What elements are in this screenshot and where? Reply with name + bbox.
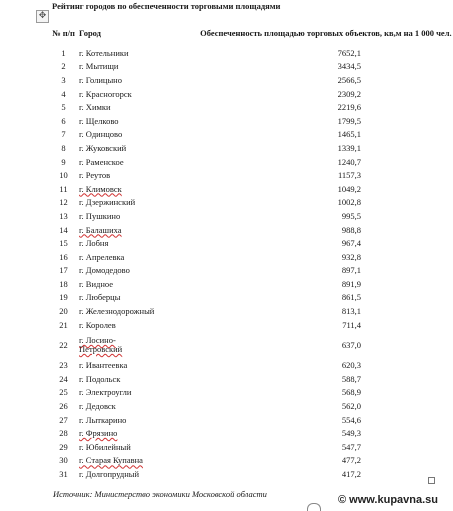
table-row (52, 426, 453, 440)
table-row (52, 331, 453, 358)
row-value: 2219,6 (337, 102, 361, 113)
row-city: г. Щелково (79, 115, 119, 126)
row-value: 7652,1 (337, 47, 361, 58)
table-row (52, 399, 453, 413)
row-city: г. Железнодорожный (79, 306, 155, 317)
ranking-table (52, 19, 453, 481)
row-city: г. Мытищи (79, 61, 119, 72)
table-row (52, 46, 453, 60)
row-value: 417,2 (341, 469, 361, 480)
table-row (52, 155, 453, 169)
source-note: Источник: Министерство экономики Московской области (53, 489, 267, 499)
row-city: г. Химки (79, 102, 111, 113)
row-value: 1049,2 (337, 183, 361, 194)
table-row (52, 277, 453, 291)
row-city: г. Королев (79, 319, 116, 330)
row-number: 13 (59, 210, 68, 221)
row-number: 21 (59, 319, 68, 330)
row-number: 22 (59, 339, 68, 350)
row-city: г. Видное (79, 278, 114, 289)
table-row (52, 87, 453, 101)
table-row (52, 168, 453, 182)
table-row (52, 372, 453, 386)
row-number: 20 (59, 306, 68, 317)
row-number: 8 (61, 142, 66, 153)
table-row (52, 264, 453, 278)
row-value: 2566,5 (337, 74, 361, 85)
row-value: 932,8 (341, 251, 361, 262)
row-number: 25 (59, 387, 68, 398)
table-row (52, 358, 453, 372)
table-row (52, 413, 453, 427)
row-value: 891,9 (341, 278, 361, 289)
row-value: 549,3 (341, 428, 361, 439)
table-row (52, 250, 453, 264)
row-value: 813,1 (341, 306, 361, 317)
row-city: г. Реутов (79, 170, 111, 181)
row-number: 5 (61, 102, 66, 113)
row-city: г. Красногорск (79, 88, 132, 99)
row-number: 15 (59, 238, 68, 249)
table-row (52, 304, 453, 318)
row-city: г. Одинцово (79, 129, 123, 140)
table-move-icon[interactable]: ✥ (36, 10, 49, 23)
row-city: г. Старая Купавна (79, 455, 143, 466)
table-row (52, 440, 453, 454)
row-city: г. Юбилейный (79, 441, 131, 452)
row-number: 3 (61, 74, 66, 85)
row-value: 861,5 (341, 292, 361, 303)
row-value: 1157,3 (337, 170, 361, 181)
row-value: 711,4 (342, 319, 361, 330)
row-value: 547,7 (341, 441, 361, 452)
table-row (52, 454, 453, 468)
row-city: г. Жуковский (79, 142, 127, 153)
row-number: 26 (59, 401, 68, 412)
row-number: 23 (59, 360, 68, 371)
row-value: 995,5 (341, 210, 361, 221)
checkbox-square-icon (428, 477, 435, 484)
row-city: г. Апрелевка (79, 251, 125, 262)
row-city: г. Пушкино (79, 210, 121, 221)
row-number: 6 (61, 115, 66, 126)
row-city: г. Климовск (79, 183, 122, 194)
table-row (52, 73, 453, 87)
watermark: © www.kupavna.su (338, 494, 438, 506)
table-row (52, 236, 453, 250)
row-city: г. Балашиха (79, 224, 122, 235)
table-row (52, 141, 453, 155)
table-row (52, 386, 453, 400)
table-row (52, 182, 453, 196)
row-value: 1465,1 (337, 129, 361, 140)
row-value: 562,0 (341, 401, 361, 412)
row-value: 477,2 (341, 455, 361, 466)
row-city: г. Дзержинский (79, 197, 136, 208)
row-city: г. Раменское (79, 156, 124, 167)
page-title: Рейтинг городов по обеспеченности торговыми площадями (52, 1, 281, 11)
row-value: 897,1 (341, 265, 361, 276)
row-value: 637,0 (341, 339, 361, 350)
table-row (52, 318, 453, 332)
row-value: 988,8 (341, 224, 361, 235)
row-value: 554,6 (341, 414, 361, 425)
row-city: г. Лобня (79, 238, 109, 249)
row-number: 29 (59, 441, 68, 452)
row-number: 27 (59, 414, 68, 425)
row-value: 620,3 (341, 360, 361, 371)
row-city: г. Долгопрудный (79, 469, 140, 480)
table-row (52, 100, 453, 114)
row-city: г. Котельники (79, 47, 129, 58)
row-number: 24 (59, 373, 68, 384)
row-city: г. Лосино-Петровский (79, 334, 123, 354)
table-row (52, 114, 453, 128)
row-number: 4 (61, 88, 66, 99)
row-value: 1240,7 (337, 156, 361, 167)
row-number: 1 (61, 47, 66, 58)
row-number: 17 (59, 265, 68, 276)
row-value: 2309,2 (337, 88, 361, 99)
row-number: 9 (61, 156, 66, 167)
row-number: 19 (59, 292, 68, 303)
row-number: 14 (59, 224, 68, 235)
row-city: г. Дедовск (79, 401, 116, 412)
row-city: г. Домодедово (79, 265, 130, 276)
header-num: № п/п (52, 27, 75, 38)
row-number: 7 (61, 129, 66, 140)
row-number: 18 (59, 278, 68, 289)
row-city: г. Люберцы (79, 292, 121, 303)
row-value: 1339,1 (337, 142, 361, 153)
row-city: г. Фрязино (79, 428, 118, 439)
row-number: 31 (59, 469, 68, 480)
row-city: г. Подольск (79, 373, 121, 384)
header-value: Обеспеченность площадью торговых объектов, кв,м на 1 000 чел. (200, 27, 452, 38)
header-city: Город (79, 27, 101, 38)
table-row (52, 291, 453, 305)
row-city: г. Голицыно (79, 74, 122, 85)
table-row (52, 196, 453, 210)
row-city: г. Лыткарино (79, 414, 127, 425)
row-number: 11 (59, 183, 68, 194)
table-row (52, 223, 453, 237)
table-row (52, 467, 453, 481)
row-city: г. Электроугли (79, 387, 132, 398)
row-number: 16 (59, 251, 68, 262)
table-header-row (52, 19, 453, 46)
row-value: 1002,8 (337, 197, 361, 208)
row-number: 12 (59, 197, 68, 208)
table-row (52, 209, 453, 223)
row-number: 10 (59, 170, 68, 181)
row-city: г. Ивантеевка (79, 360, 128, 371)
row-value: 568,9 (341, 387, 361, 398)
row-value: 1799,5 (337, 115, 361, 126)
table-row (52, 128, 453, 142)
table-row (52, 60, 453, 74)
row-value: 967,4 (341, 238, 361, 249)
row-value: 588,7 (341, 373, 361, 384)
row-number: 30 (59, 455, 68, 466)
row-value: 3434,5 (337, 61, 361, 72)
row-number: 2 (61, 61, 66, 72)
row-number: 28 (59, 428, 68, 439)
